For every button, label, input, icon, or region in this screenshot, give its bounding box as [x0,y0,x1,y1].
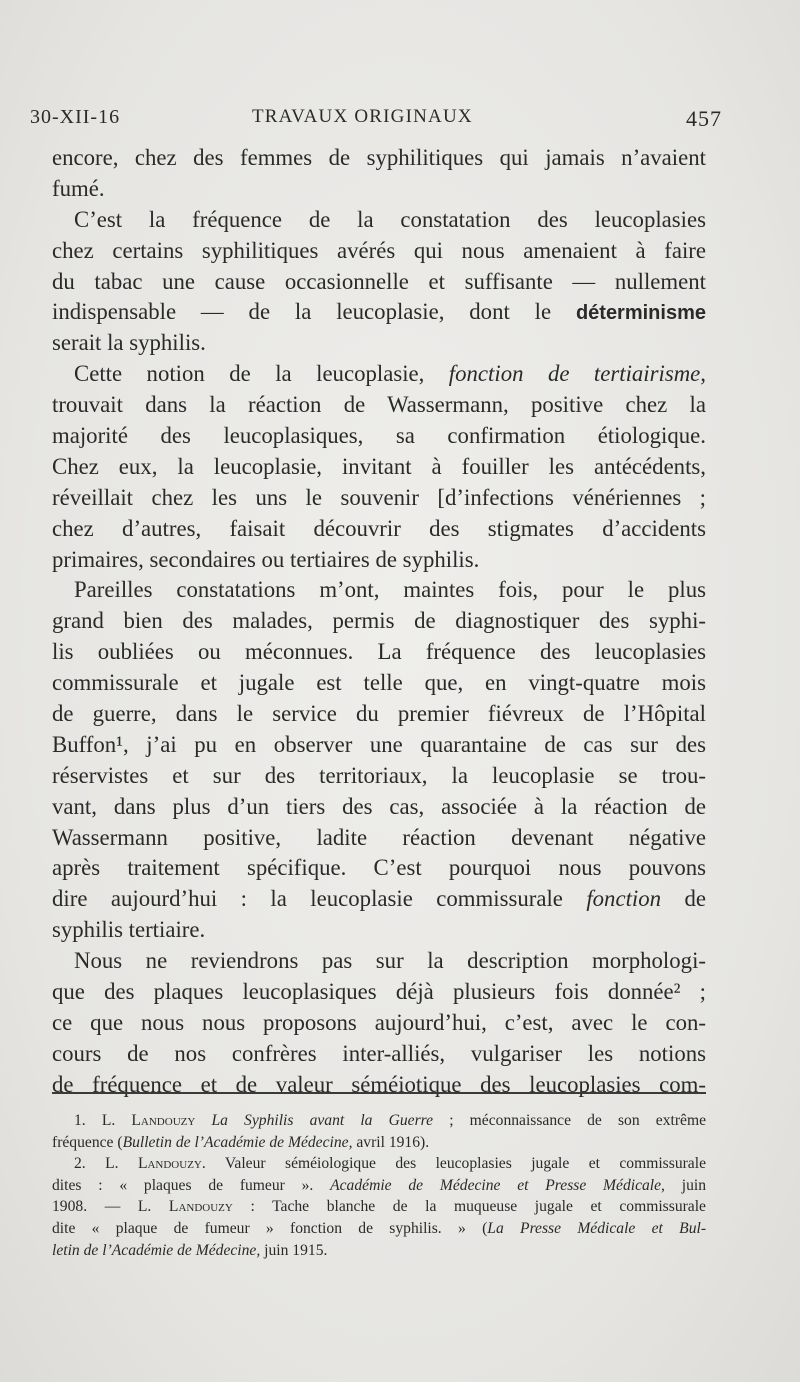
text-segment: dites : « plaques de fumeur ». [52,1176,331,1194]
text-line: ce que nous nous proposons aujourd’hui, c’est, avec le con- [52,1009,706,1035]
title-italic: letin de l’Académie de Médecine, [52,1241,261,1259]
text-line: Nous ne reviendrons pas sur la description morphologi- [74,948,706,974]
text-segment: 1. L. [74,1112,132,1129]
text-segment: 2. L. [74,1155,138,1173]
footnote-2-cont [52,1175,706,1197]
text-line: commissurale et jugale est telle que, en vingt-quatre mois [52,670,706,696]
footnote-1-cont [52,1132,706,1154]
text-line: syphilis tertiaire. [52,917,206,943]
text-segment: de [661,886,706,912]
text-line: lis oubliées ou méconnues. La fréquence des leucoplasies [52,639,706,665]
text-line: Wassermann positive, ladite réaction devenant négative [52,824,706,850]
text-segment: dire aujourd’hui : la leucoplasie commissurale [52,886,587,912]
footnote-divider [52,1092,706,1094]
text-line: que des plaques leucoplasiques déjà plusieurs fois donnée² ; [52,979,706,1005]
title-italic: Académie de Médecine et Presse Médicale, [330,1176,665,1194]
text-segment: juin 1915. [260,1241,328,1259]
text-line: C’est la fréquence de la constatation des leucoplasies [74,206,706,232]
footnote-2-cont [52,1218,706,1240]
text-line: Pareilles constatations m’ont, maintes fois, pour le plus [74,577,706,603]
running-header [30,98,722,138]
text-segment: 1908. — L. [52,1198,169,1216]
header-date: 30-XII-16 [30,106,121,128]
text-line: Buffon¹, j’ai pu en observer une quarantaine de cas sur des [52,731,706,757]
text-line: encore, chez des femmes de syphilitiques qui jamais n’avaient [52,145,706,170]
text-line: de guerre, dans le service du premier fiévreux de l’Hôpital [52,701,706,727]
text-segment: fréquence ( [52,1133,123,1151]
text-line [52,359,706,390]
emphasis-italic: fonction [586,886,662,912]
footnote-1 [52,1110,706,1132]
main-text [52,143,706,1101]
text-segment: juin [664,1176,706,1194]
emphasis-bold: déterminisme [575,302,706,325]
text-segment: Valeur séméiologique des leucoplasies jugale et commissurale [205,1155,706,1173]
text-line: réveillait chez les uns le souvenir [d’infections vénériennes ; [52,484,706,510]
footnote-2-cont [52,1240,706,1262]
text-line: fumé. [52,175,105,201]
author-name: Landouzy [131,1112,196,1129]
footnote-2 [52,1153,706,1175]
text-line: serait la syphilis. [52,330,206,356]
text-line [52,297,706,328]
text-segment: dite « plaque de fumeur » fonction de syphilis. » ( [52,1219,488,1237]
text-line: du tabac une cause occasionnelle et suffisante — nullement [52,268,706,294]
text-line: réservistes et sur des territoriaux, la leucoplasie se trou- [52,762,706,788]
text-line [52,884,706,915]
text-segment: : Tache blanche de la muqueuse jugale et commissurale [232,1198,706,1216]
text-line: majorité des leucoplasiques, sa confirmation étiologique. [52,423,706,449]
text-line: Chez eux, la leucoplasie, invitant à fouiller les antécédents, [52,453,706,479]
text-line: cours de nos confrères inter-alliés, vulgariser les notions [52,1040,706,1066]
running-title: TRAVAUX ORIGINAUX [252,106,473,127]
text-segment: ; méconnaissance de son extrême [433,1112,706,1129]
text-segment: indispensable — de la leucoplasie, dont le [52,299,576,325]
footnotes [52,1110,706,1261]
text-segment: Cette notion de la leucoplasie, [74,361,449,387]
text-line: trouvait dans la réaction de Wassermann, positive chez la [52,392,706,418]
text-line: chez certains syphilitiques avérés qui nous amenaient à faire [52,237,706,263]
text-line: grand bien des malades, permis de diagnostiquer des syphi- [52,608,706,634]
text-segment: avril 1916). [352,1133,430,1151]
text-line: primaires, secondaires ou tertiaires de syphilis. [52,546,480,572]
page-number: 457 [686,106,722,131]
text-line: chez d’autres, faisait découvrir des stigmates d’accidents [52,515,706,541]
author-name: Landouzy. [137,1155,206,1173]
title-italic: La Presse Médicale et Bul- [487,1219,707,1237]
footnote-2-cont [52,1196,706,1218]
emphasis-italic: fonction de tertiairisme, [448,361,706,387]
title-italic: Bulletin de l’Académie de Médecine, [122,1133,353,1151]
text-line: après traitement spécifique. C’est pourquoi nous pouvons [52,855,706,881]
author-name: Landouzy [168,1198,233,1216]
text-line: vant, dans plus d’un tiers des cas, associée à la réaction de [52,793,706,819]
title-italic: La Syphilis avant la Guerre [195,1112,434,1129]
text-line: de fréquence et de valeur séméiotique des leucoplasies com- [52,1071,706,1097]
